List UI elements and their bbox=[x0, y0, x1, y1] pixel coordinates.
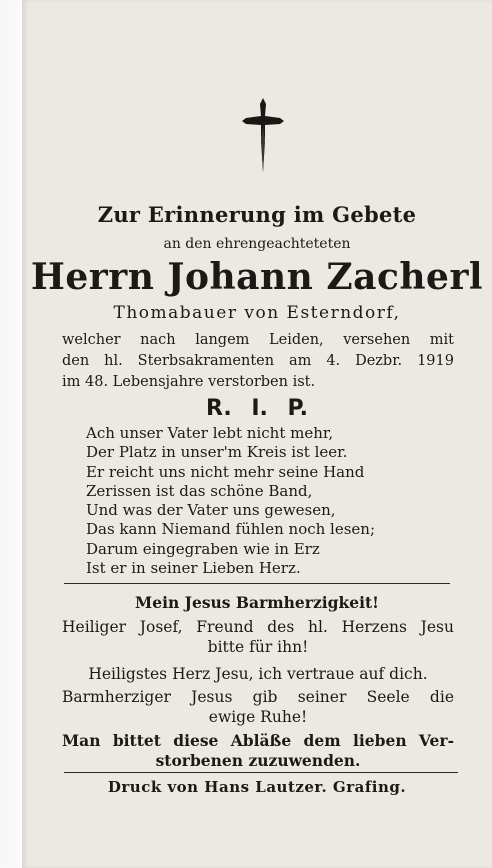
notice-line: den hl. Sterbsakramenten am 4. Dezbr. 1919 bbox=[62, 353, 454, 369]
title-line2: an den ehrengeachteteten bbox=[163, 236, 351, 252]
poem-line: Er reicht uns nicht mehr seine Hand bbox=[86, 462, 365, 481]
rip-text: R. I. P. bbox=[205, 396, 308, 421]
divider bbox=[64, 772, 458, 773]
notice-line: welcher nach langem Leiden, versehen mit bbox=[62, 332, 454, 348]
prayer-line: bitte für ihn! bbox=[207, 638, 309, 656]
poem-line: Der Platz in unser'm Kreis ist leer. bbox=[86, 443, 348, 462]
memorial-card bbox=[22, 0, 492, 868]
title-line1: Zur Erinnerung im Gebete bbox=[97, 202, 417, 227]
prayer-4 bbox=[62, 687, 454, 727]
divider bbox=[64, 583, 450, 584]
poem-line: Darum eingegraben wie in Erz bbox=[86, 539, 320, 558]
poem-line: Zerissen ist das schöne Band, bbox=[86, 481, 313, 500]
poem-line: Und was der Vater uns gewesen, bbox=[86, 501, 336, 520]
prayer-line: Heiligstes Herz Jesu, ich vertraue auf dich. bbox=[88, 665, 428, 683]
poem bbox=[86, 424, 375, 578]
deceased-subtitle: Thomabauer von Esterndorf, bbox=[113, 303, 401, 323]
prayer-line: Heiliger Josef, Freund des hl. Herzens Jesu bbox=[62, 618, 454, 636]
death-notice bbox=[62, 330, 454, 393]
cross-icon bbox=[240, 96, 286, 176]
prayer-line: Man bittet diese Abläße dem lieben Ver- bbox=[62, 731, 454, 750]
notice-line: im 48. Lebensjahre verstorben ist. bbox=[62, 374, 316, 390]
poem-line: Ach unser Vater lebt nicht mehr, bbox=[86, 424, 334, 442]
prayer-3 bbox=[62, 664, 454, 684]
prayer-line: ewige Ruhe! bbox=[208, 708, 308, 726]
prayer-line: storbenen zuzuwenden. bbox=[155, 751, 361, 770]
prayer-5 bbox=[62, 731, 454, 771]
deceased-name: Herrn Johann Zacherl bbox=[30, 256, 484, 298]
prayer-line: Barmherziger Jesus gib seiner Seele die bbox=[62, 688, 454, 706]
printer-credit: Druck von Hans Lautzer. Grafing. bbox=[107, 778, 407, 796]
prayer-1: Mein Jesus Barmherzigkeit! bbox=[135, 593, 379, 612]
poem-line: Das kann Niemand fühlen noch lesen; bbox=[86, 520, 376, 539]
poem-line: Ist er in seiner Lieben Herz. bbox=[86, 559, 301, 578]
prayer-2 bbox=[62, 617, 454, 657]
